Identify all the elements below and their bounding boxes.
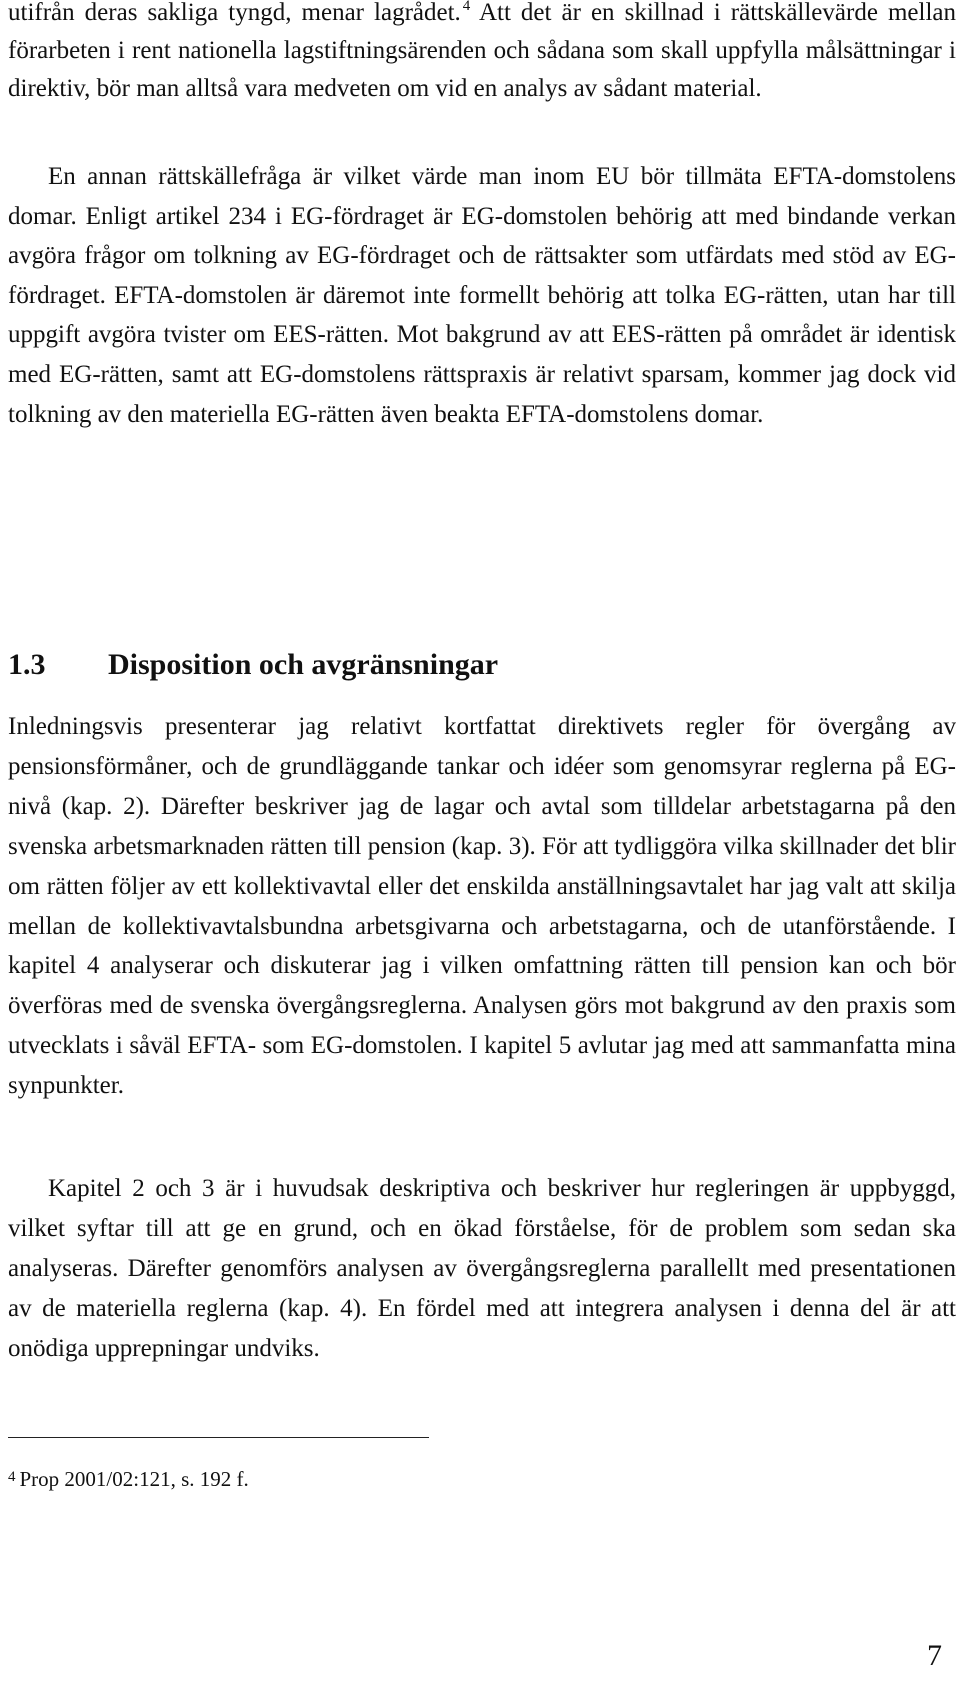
section-number: 1.3	[8, 648, 46, 681]
paragraph-text-part1: utifrån deras sakliga tyngd, menar lagrådet.	[8, 0, 461, 26]
footnote-number: 4	[8, 1469, 16, 1485]
page-number: 7	[927, 1639, 942, 1672]
footnote-text: Prop 2001/02:121, s. 192 f.	[19, 1467, 249, 1491]
section-title: Disposition och avgränsningar	[108, 648, 499, 681]
paragraph-continuation	[8, 0, 956, 107]
section-heading	[8, 645, 498, 685]
paragraph-disposition: Inledningsvis presenterar jag relativt kortfattat direktivets regler för övergång av pensionsförmåner, och de grundläggande tankar och idéer som genomsyrar reglerna på EG-nivå (kap. 2). Därefter beskriver jag de lagar och avtal som tilldelar arbetstagarna på den svenska arbetsmarknaden rätten till pension (kap. 3). För att tydliggöra vilka skillnader det blir om rätten följer av ett kollektivavtal eller det enskilda anställningsavtalet har jag valt att skilja mellan de kollektivavtalsbundna arbetsgivarna och arbetstagarna, och de utanförstående. I kapitel 4 analyserar och diskuterar jag i vilken omfattning rätten till pension kan och bör överföras med de svenska övergångsreglerna. Analysen görs mot bakgrund av den praxis som utvecklats i såväl EFTA- som EG-domstolen. I kapitel 5 avlutar jag med att sammanfatta mina synpunkter.	[8, 713, 956, 1100]
footnote	[8, 1462, 249, 1494]
footnote-separator	[8, 1437, 429, 1438]
paragraph-chapters: Kapitel 2 och 3 är i huvudsak deskriptiva och beskriver hur regleringen är uppbyggd, vilket syftar till att ge en grund, och en ökad förståelse, för de problem som sedan ska analyseras. Därefter genomförs analysen av övergångsreglerna parallellt med presentationen av de materiella reglerna (kap. 4). En fördel med att integrera analysen i denna del är att onödiga upprepningar undviks.	[8, 1175, 956, 1362]
footnote-reference: 4	[462, 0, 471, 14]
paragraph-text-part2: Att det är en skillnad i rättskällevärde mellan förarbeten i rent nationella lagstiftningsärenden och sådana som skall uppfylla målsättningar i direktiv, bör man alltså vara medveten om vid en analys av sådant material.	[8, 0, 956, 102]
paragraph-efta-court: En annan rättskällefråga är vilket värde man inom EU bör tillmäta EFTA-domstolens domar. Enligt artikel 234 i EG-fördraget är EG-domstolen behörig att med bindande verkan avgöra frågor om tolkning av EG-fördraget och de rättsakter som utfärdats med stöd av EG-fördraget. EFTA-domstolen är däremot inte formellt behörig att tolka EG-rätten, utan har till uppgift avgöra tvister om EES-rätten. Mot bakgrund av att EES-rätten på området är identisk med EG-rätten, samt att EG-domstolens rättspraxis är relativt sparsam, kommer jag dock vid tolkning av den materiella EG-rätten även beakta EFTA-domstolens domar.	[8, 163, 956, 428]
